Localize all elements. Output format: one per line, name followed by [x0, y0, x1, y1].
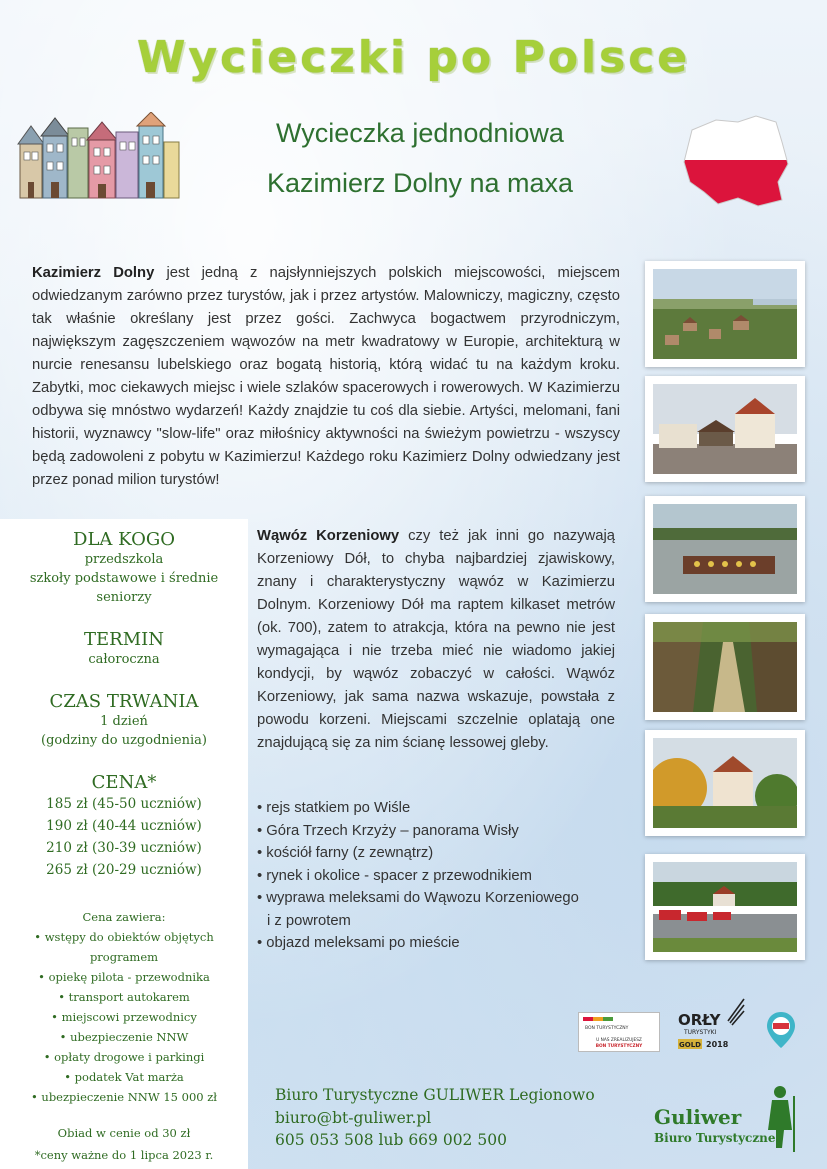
- gorge-bold-lead: Wąwóz Korzeniowy: [257, 528, 400, 544]
- price-item: 185 zł (45-50 uczniów): [46, 796, 202, 812]
- audience-list: [0, 550, 248, 607]
- bon-line2-text: BON TURYSTYCZNY: [595, 1044, 643, 1049]
- intro-paragraph: [32, 262, 620, 492]
- trip-type-subtitle: Wycieczka jednodniowa: [276, 118, 564, 148]
- includes-item: • ubezpieczenie NNW 15 000 zł: [30, 1090, 218, 1104]
- orly-title-text: ORŁY: [678, 1011, 721, 1029]
- photo-river-boat: [645, 496, 805, 602]
- trip-name-subtitle: Kazimierz Dolny na maxa: [266, 168, 574, 198]
- photo-panorama: [645, 261, 805, 367]
- program-item: • objazd meleksami po mieście: [257, 932, 637, 955]
- program-item: • kościół farny (z zewnątrz): [257, 842, 637, 865]
- program-item: • wyprawa meleksami do Wąwozu Korzeniowego: [257, 887, 637, 910]
- orly-turystyki-logo: [676, 997, 748, 1053]
- photo-golf-carts: [645, 854, 805, 960]
- program-item: • rynek i okolice - spacer z przewodnikiem: [257, 865, 637, 888]
- photo-church-hill: [645, 730, 805, 836]
- program-list: [257, 797, 637, 955]
- lunch-note: Obiad w cenie od 30 zł: [57, 1126, 191, 1140]
- guliwer-name-text: Guliwer: [654, 1105, 742, 1129]
- audience-item: seniorzy: [96, 590, 152, 605]
- audience-item: szkoły podstawowe i średnie: [29, 571, 219, 586]
- includes-item: • opłaty drogowe i parkingi: [43, 1050, 205, 1064]
- term-value: całoroczna: [88, 652, 160, 667]
- includes-list: [0, 927, 248, 1107]
- photo-market-square: [645, 376, 805, 482]
- term-heading: TERMIN: [84, 629, 164, 650]
- poland-flag-map-icon: [678, 112, 790, 212]
- intro-text: jest jedną z najsłynniejszych polskich miejscowości, miejscem odwiedzanym zarówno przez turystów, jak i przez artystów. Malowniczy, magiczny, często tak właśnie określany jest przez gości. Zachwyca bogactwem przyrodniczym, największym zagęszczeniem wąwozów na metr kwadratowy w Europie, architekturą w nurcie renesansu lubelskiego oraz bogatą historią, którą widać tu na każdym kroku. Zabytki, moc ciekawych miejsc i wiele szlaków spacerowych i rowerowych. W Kazimierzu odbywa się mnóstwo wydarzeń! Każdy znajdzie tu coś dla siebie. Artyści, melomani, fani historii, wyznawcy "slow-life" oraz miłośnicy aktywności na świeżym powietrzu - wszyscy będą zadowoleni z pobytu w Kazimierzu! Każdego roku Kazimierz Dolny odwiedzany jest przez ponad milion turystów!: [32, 265, 621, 488]
- orly-year-text: 2018: [706, 1040, 729, 1049]
- orly-sub-text: TURYSTYKI: [684, 1029, 717, 1036]
- includes-item: • transport autokarem: [58, 990, 190, 1004]
- bon-line1-text: U NAS ZREALIZUJESZ: [596, 1038, 642, 1043]
- price-list: [0, 793, 248, 881]
- houses-illustration: [16, 112, 181, 202]
- price-heading: CENA*: [91, 772, 157, 793]
- audience-item: przedszkola: [84, 552, 164, 567]
- includes-item: • wstępy do obiektów objętych: [34, 930, 214, 944]
- includes-item: programem: [89, 950, 159, 964]
- duration-value: 1 dzień: [100, 714, 148, 729]
- company-name: Biuro Turystyczne GULIWER Legionowo: [275, 1086, 595, 1104]
- includes-heading: Cena zawiera:: [82, 910, 166, 924]
- audience-heading: DLA KOGO: [73, 529, 175, 550]
- bon-top-text: BON TURYSTYCZNY: [585, 1026, 629, 1031]
- price-item: 265 zł (20-29 uczniów): [46, 862, 202, 878]
- program-item-continuation: i z powrotem: [267, 912, 351, 929]
- program-item: • rejs statkiem po Wiśle: [257, 797, 637, 820]
- bon-turystyczny-logo: [578, 1012, 660, 1052]
- contact-phones: 605 053 508 lub 669 002 500: [275, 1131, 507, 1149]
- price-validity-note: *ceny ważne do 1 lipca 2023 r.: [34, 1148, 214, 1162]
- map-pin-badge-icon: [765, 1010, 797, 1050]
- guliwer-company-logo: [650, 1078, 802, 1154]
- photo-root-gorge: [645, 614, 805, 720]
- duration-heading: CZAS TRWANIA: [49, 691, 199, 712]
- contact-block: [275, 1084, 635, 1152]
- orly-gold-text: GOLD: [679, 1041, 701, 1049]
- includes-item: • ubezpieczenie NNW: [59, 1030, 189, 1044]
- includes-item: • podatek Vat marża: [64, 1070, 184, 1084]
- gorge-paragraph: [257, 525, 615, 755]
- program-item: • Góra Trzech Krzyży – panorama Wisły: [257, 820, 637, 843]
- duration-note: (godziny do uzgodnienia): [41, 733, 207, 748]
- includes-item: • opiekę pilota - przewodnika: [38, 970, 210, 984]
- guliwer-sub-text: Biuro Turystyczne: [654, 1131, 776, 1145]
- contact-email[interactable]: biuro@bt-guliwer.pl: [275, 1108, 432, 1127]
- intro-bold-lead: Kazimierz Dolny: [32, 265, 155, 281]
- info-panel: [0, 519, 248, 1169]
- includes-item: • miejscowi przewodnicy: [51, 1010, 197, 1024]
- gorge-text: czy też jak inni go nazywają Korzeniowy Dół, to chyba najbardziej zjawiskowy, znany i charakterystyczny wąwóz w Kazimierzu Dolnym. Korzeniowy Dół ma raptem kilkaset metrów (ok. 700), zatem to atrakcja, która na pewno nie jest wymagająca i nie trzeba mieć nie wiadomo jakiej kondycji, by wąwóz zobaczyć w całości. Wąwóz Korzeniowy, jak sama nazwa wskazuje, powstała z powodu korzeni. Miejscami szczelnie oplatają one znajdującą się za nim ścianę lessowej gleby.: [257, 528, 615, 751]
- price-item: 210 zł (30-39 uczniów): [46, 840, 202, 856]
- main-title: Wycieczki po Polsce: [136, 32, 691, 83]
- price-item: 190 zł (40-44 uczniów): [46, 818, 202, 834]
